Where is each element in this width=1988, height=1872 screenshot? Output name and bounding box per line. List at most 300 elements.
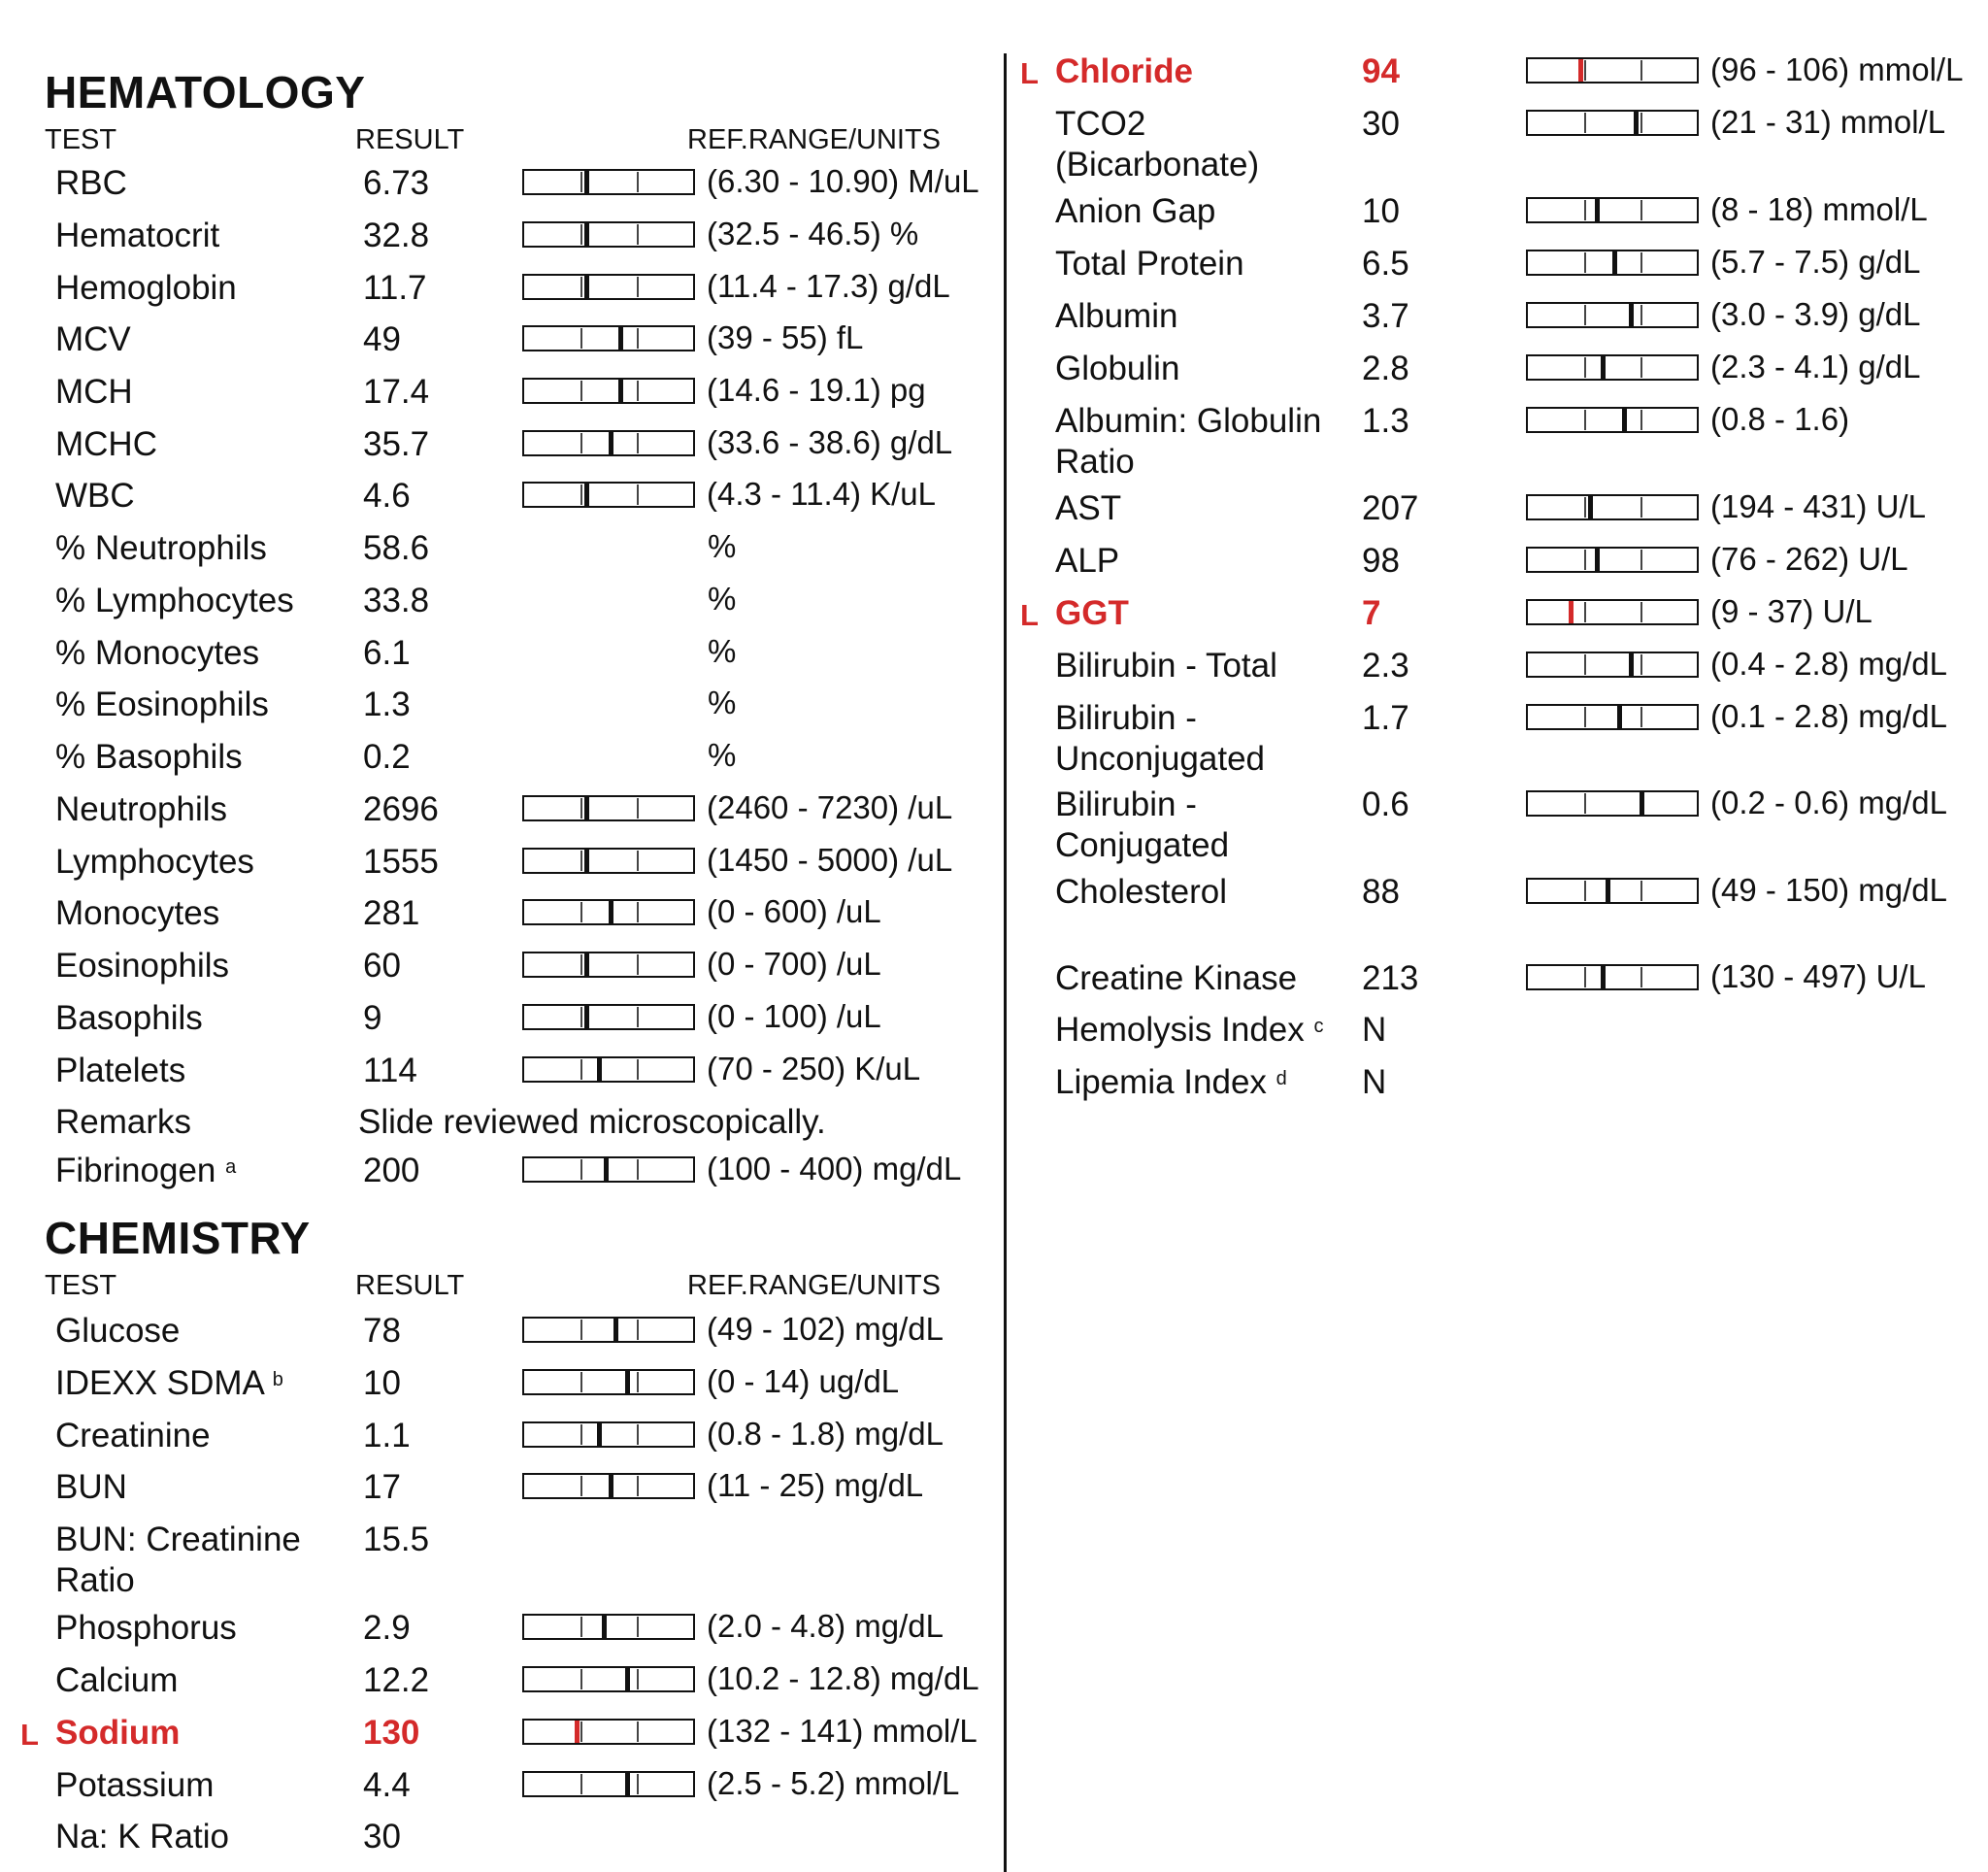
test-name-text: Glucose	[55, 1312, 181, 1350]
test-result: 30	[363, 1818, 401, 1855]
range-tick	[1640, 707, 1642, 727]
range-tick	[1584, 200, 1586, 220]
reference-range: (5.7 - 7.5) g/dL	[1710, 244, 1921, 280]
low-flag: L	[1020, 56, 1039, 90]
test-name	[55, 789, 227, 830]
range-tick	[580, 851, 582, 871]
test-name-line2: Unconjugated	[1055, 740, 1265, 778]
test-result: 2.9	[363, 1609, 411, 1647]
chemistry-header-ref: REF.RANGE/UNITS	[687, 1270, 942, 1301]
result-marker	[597, 1058, 602, 1081]
range-indicator-bar	[522, 899, 695, 925]
test-result: N	[1362, 1011, 1387, 1049]
range-indicator-bar	[1526, 704, 1699, 730]
test-name-text: Anion Gap	[1055, 192, 1216, 230]
range-tick	[580, 277, 582, 297]
test-result: 0.2	[363, 738, 411, 776]
reference-range: (0 - 100) /uL	[707, 998, 881, 1034]
reference-range: (0 - 700) /uL	[707, 946, 881, 982]
test-result: 12.2	[363, 1661, 430, 1699]
result-row-chloride	[1020, 51, 1982, 104]
test-name-text: Lipemia Index	[1055, 1063, 1267, 1101]
test-name	[55, 1151, 236, 1191]
test-result: 88	[1362, 873, 1400, 911]
result-marker	[584, 484, 589, 506]
result-marker	[1612, 251, 1617, 274]
test-name	[1055, 244, 1244, 284]
reference-range: (0.4 - 2.8) mg/dL	[1710, 646, 1947, 682]
test-result: 200	[363, 1152, 420, 1189]
test-result: 6.73	[363, 164, 430, 202]
test-result: 6.5	[1362, 245, 1409, 283]
result-row-remarks	[55, 1102, 978, 1154]
range-tick	[1640, 550, 1642, 570]
test-name	[1055, 698, 1265, 780]
test-name-text: RBC	[55, 164, 127, 202]
result-row-lipemia-index	[1055, 1062, 1982, 1115]
result-marker	[1569, 601, 1574, 623]
range-tick	[580, 381, 582, 401]
test-name-line2: Conjugated	[1055, 826, 1230, 864]
test-name-text: Calcium	[55, 1661, 179, 1699]
test-name	[55, 1660, 178, 1701]
test-name	[1055, 958, 1297, 999]
test-result: 94	[1362, 52, 1400, 90]
reference-range: (39 - 55) fL	[707, 319, 864, 355]
range-indicator-bar	[522, 1156, 695, 1183]
range-tick	[580, 172, 582, 192]
result-marker	[618, 380, 623, 402]
result-marker	[609, 432, 613, 454]
chemistry-header-result: RESULT	[355, 1270, 465, 1301]
range-indicator-bar	[1526, 197, 1699, 223]
range-tick	[1584, 602, 1586, 622]
range-tick	[637, 1722, 639, 1742]
chemistry-header-test: TEST	[45, 1270, 117, 1301]
result-row-mchc	[55, 424, 978, 477]
test-name-text: Creatine Kinase	[1055, 959, 1298, 997]
range-indicator-bar	[1526, 57, 1699, 84]
result-marker	[609, 901, 613, 923]
range-tick	[580, 1774, 582, 1794]
range-tick	[1584, 707, 1586, 727]
footnote-marker: d	[1276, 1068, 1287, 1089]
test-name-text: MCV	[55, 320, 131, 358]
result-row-neutrophils	[55, 789, 978, 842]
test-name	[1055, 104, 1259, 185]
result-row-mcv	[55, 319, 978, 372]
test-result: 78	[363, 1312, 401, 1350]
reference-range: (100 - 400) mg/dL	[707, 1151, 962, 1187]
result-marker	[1588, 496, 1593, 518]
test-result: 213	[1362, 959, 1419, 997]
reference-range: (194 - 431) U/L	[1710, 488, 1926, 524]
range-indicator-bar	[522, 325, 695, 351]
reference-range: (6.30 - 10.90) M/uL	[707, 163, 979, 199]
range-tick	[1584, 793, 1586, 814]
result-marker	[584, 171, 589, 193]
hematology-header-test: TEST	[45, 124, 117, 155]
test-name-text: % Lymphocytes	[55, 582, 294, 619]
range-tick	[1584, 881, 1586, 901]
range-tick	[1640, 602, 1642, 622]
test-name	[55, 1765, 214, 1806]
result-marker	[1617, 706, 1622, 728]
test-result: 207	[1362, 489, 1419, 527]
result-row-eosinophils	[55, 685, 978, 737]
result-row-bun	[55, 1467, 978, 1520]
test-name-text: Total Protein	[1055, 245, 1244, 283]
test-result: 0.6	[1362, 786, 1409, 823]
result-row-platelets	[55, 1051, 978, 1103]
test-name-text: Eosinophils	[55, 947, 229, 985]
test-name	[1055, 1062, 1287, 1103]
result-marker	[1595, 549, 1600, 571]
test-name	[55, 842, 254, 883]
range-tick	[580, 485, 582, 505]
test-result: 98	[1362, 542, 1400, 580]
test-name-text: MCHC	[55, 425, 157, 463]
result-marker	[584, 1006, 589, 1028]
footnote-marker: a	[225, 1156, 237, 1178]
test-name-text: IDEXX SDMA	[55, 1364, 263, 1402]
test-name-text: Hemoglobin	[55, 269, 237, 307]
low-flag: L	[20, 1718, 39, 1752]
result-row-rbc	[55, 163, 978, 216]
test-name-text: MCH	[55, 373, 133, 411]
test-result: 3.7	[1362, 297, 1409, 335]
reference-range: (21 - 31) mmol/L	[1710, 104, 1946, 140]
range-indicator-bar	[1526, 652, 1699, 678]
test-result: 11.7	[363, 269, 427, 307]
range-indicator-bar	[522, 1666, 695, 1692]
test-name	[55, 1520, 301, 1601]
test-result: 281	[363, 894, 420, 932]
reference-range: (1450 - 5000) /uL	[707, 842, 953, 878]
range-tick	[637, 798, 639, 819]
range-indicator-bar	[522, 1771, 695, 1797]
range-tick	[580, 1476, 582, 1496]
test-name-text: Bilirubin -	[1055, 699, 1197, 737]
range-indicator-bar	[1526, 790, 1699, 817]
result-row-glucose	[55, 1311, 978, 1363]
test-name	[55, 1102, 191, 1143]
test-name-line2: (Bicarbonate)	[1055, 146, 1260, 184]
result-row-tco2-bicarbonate	[1055, 104, 1982, 184]
range-tick	[1640, 357, 1642, 378]
range-tick	[637, 1476, 639, 1496]
test-name-text: Neutrophils	[55, 790, 228, 828]
test-result: 49	[363, 320, 401, 358]
footnote-marker: c	[1313, 1016, 1324, 1037]
test-result: 17.4	[363, 373, 430, 411]
result-marker	[625, 1773, 630, 1795]
reference-range: (14.6 - 19.1) pg	[707, 372, 926, 408]
range-indicator-bar	[522, 1056, 695, 1083]
range-indicator-bar	[522, 221, 695, 248]
result-row-bilirubin-conjugated	[1055, 785, 1982, 864]
reference-range: (32.5 - 46.5) %	[707, 216, 919, 251]
low-flag: L	[1020, 598, 1039, 632]
test-name	[1055, 401, 1321, 483]
test-result: 1.1	[363, 1417, 411, 1454]
range-tick	[580, 1159, 582, 1180]
range-tick	[1640, 60, 1642, 81]
reference-range: (4.3 - 11.4) K/uL	[707, 476, 937, 512]
reference-range: (2.5 - 5.2) mmol/L	[707, 1765, 960, 1801]
test-name	[1055, 191, 1215, 232]
range-indicator-bar	[522, 795, 695, 821]
test-name-text: Potassium	[55, 1766, 215, 1804]
reference-range: (0.8 - 1.6)	[1710, 401, 1850, 437]
range-tick	[637, 224, 639, 245]
test-name	[1055, 872, 1227, 913]
range-tick	[580, 328, 582, 349]
result-row-hematocrit	[55, 216, 978, 268]
test-result: 15.5	[363, 1521, 430, 1558]
test-name-text: Na: K Ratio	[55, 1818, 229, 1855]
result-row-monocytes	[55, 893, 978, 946]
range-tick	[637, 328, 639, 349]
range-indicator-bar	[1526, 878, 1699, 904]
range-tick	[637, 485, 639, 505]
test-name-text: BUN: Creatinine	[55, 1521, 301, 1558]
result-row-hemoglobin	[55, 268, 978, 320]
range-tick	[637, 1372, 639, 1392]
test-result: 1555	[363, 843, 439, 881]
result-row-idexx-sdma	[55, 1363, 978, 1416]
test-name	[1055, 646, 1277, 686]
test-result: 30	[1362, 105, 1400, 143]
range-tick	[1640, 967, 1642, 987]
result-marker	[1601, 356, 1606, 379]
result-row-ast	[1055, 488, 1982, 541]
test-name-text: % Monocytes	[55, 634, 260, 672]
test-name-text: Globulin	[1055, 350, 1180, 387]
result-marker	[613, 1319, 618, 1341]
test-name	[1055, 541, 1119, 582]
test-result: N	[1362, 1063, 1387, 1101]
test-name	[55, 685, 269, 725]
result-row-bilirubin-unconjugated	[1055, 698, 1982, 778]
result-marker	[604, 1158, 609, 1181]
range-tick	[1640, 113, 1642, 133]
reference-range: (49 - 102) mg/dL	[707, 1311, 944, 1347]
range-indicator-bar	[1526, 599, 1699, 625]
test-name-text: Monocytes	[55, 894, 220, 932]
test-name-text: WBC	[55, 477, 135, 515]
result-marker	[575, 1721, 580, 1743]
range-tick	[637, 902, 639, 922]
range-indicator-bar	[1526, 302, 1699, 328]
reference-range: (11.4 - 17.3) g/dL	[707, 268, 950, 304]
test-name-text: Albumin	[1055, 297, 1178, 335]
test-name	[1055, 349, 1179, 389]
test-name	[55, 1467, 127, 1508]
test-result: 7	[1362, 594, 1381, 632]
test-name	[55, 424, 157, 465]
result-row-bun-creatinine-ratio	[55, 1520, 978, 1599]
test-result: 10	[363, 1364, 401, 1402]
result-marker	[1622, 409, 1627, 431]
test-name	[55, 476, 135, 517]
range-indicator-bar	[522, 1473, 695, 1499]
range-tick	[637, 1320, 639, 1340]
result-marker	[625, 1371, 630, 1393]
range-tick	[580, 902, 582, 922]
range-indicator-bar	[1526, 407, 1699, 433]
result-row-alp	[1055, 541, 1982, 593]
range-indicator-bar	[522, 952, 695, 978]
footnote-marker: b	[272, 1369, 283, 1390]
test-name	[55, 893, 219, 934]
test-name	[1055, 785, 1229, 866]
range-indicator-bar	[1526, 250, 1699, 276]
result-row-calcium	[55, 1660, 978, 1713]
test-result: 32.8	[363, 217, 430, 254]
reference-range: (49 - 150) mg/dL	[1710, 872, 1947, 908]
result-marker	[584, 276, 589, 298]
range-tick	[1584, 410, 1586, 430]
test-result: Slide reviewed microscopically.	[358, 1103, 826, 1141]
test-name-text: Hematocrit	[55, 217, 220, 254]
test-name	[55, 1608, 237, 1649]
result-marker	[618, 327, 623, 350]
range-tick	[1640, 410, 1642, 430]
test-result: 1.7	[1362, 699, 1409, 737]
test-name-text: % Eosinophils	[55, 685, 269, 723]
range-tick	[580, 798, 582, 819]
reference-range: %	[708, 528, 737, 564]
result-row-potassium	[55, 1765, 978, 1818]
range-indicator-bar	[1526, 110, 1699, 136]
range-indicator-bar	[522, 1421, 695, 1448]
result-row-albumin	[1055, 296, 1982, 349]
test-name-text: Basophils	[55, 999, 203, 1037]
hematology-header-ref: REF.RANGE/UNITS	[687, 124, 942, 155]
range-tick	[580, 1320, 582, 1340]
test-name	[1055, 488, 1121, 529]
test-name	[55, 319, 131, 360]
result-row-sodium	[20, 1713, 978, 1765]
range-indicator-bar	[1526, 494, 1699, 520]
reference-range: (2.0 - 4.8) mg/dL	[707, 1608, 944, 1644]
test-name-text: Bilirubin -	[1055, 786, 1197, 823]
test-name	[55, 528, 267, 569]
test-name	[55, 1713, 180, 1754]
range-tick	[580, 1372, 582, 1392]
range-tick	[637, 954, 639, 975]
reference-range: %	[708, 685, 737, 720]
result-marker	[1595, 199, 1600, 221]
result-row-anion-gap	[1055, 191, 1982, 244]
result-row-fibrinogen	[55, 1151, 978, 1203]
test-name	[1055, 593, 1129, 634]
test-result: 33.8	[363, 582, 430, 619]
range-tick	[637, 277, 639, 297]
test-name	[55, 1416, 211, 1456]
reference-range: (130 - 497) U/L	[1710, 958, 1926, 994]
range-tick	[1584, 654, 1586, 675]
reference-range: (76 - 262) U/L	[1710, 541, 1908, 577]
test-name-text: AST	[1055, 489, 1122, 527]
result-row-lymphocytes	[55, 581, 978, 633]
reference-range: (0.1 - 2.8) mg/dL	[1710, 698, 1947, 734]
result-marker	[584, 850, 589, 872]
range-tick	[1640, 200, 1642, 220]
test-result: 1.3	[1362, 402, 1409, 440]
result-marker	[609, 1475, 613, 1497]
range-indicator-bar	[1526, 354, 1699, 381]
test-name	[55, 946, 229, 986]
range-tick	[637, 1159, 639, 1180]
range-tick	[1640, 305, 1642, 325]
range-tick	[1584, 252, 1586, 273]
result-marker	[584, 797, 589, 819]
reference-range: (8 - 18) mmol/L	[1710, 191, 1928, 227]
test-name-text: Remarks	[55, 1103, 192, 1141]
test-result: 4.6	[363, 477, 411, 515]
reference-range: (0.2 - 0.6) mg/dL	[1710, 785, 1947, 820]
result-marker	[1629, 653, 1634, 676]
reference-range: %	[708, 581, 737, 617]
range-tick	[580, 224, 582, 245]
test-name-line2: Ratio	[55, 1561, 135, 1599]
test-name	[55, 737, 243, 778]
result-marker	[1578, 59, 1583, 82]
range-indicator-bar	[522, 430, 695, 456]
reference-range: (132 - 141) mmol/L	[707, 1713, 977, 1749]
range-tick	[580, 1059, 582, 1080]
test-name-text: BUN	[55, 1468, 127, 1506]
range-tick	[1584, 60, 1586, 81]
test-name	[1055, 296, 1177, 337]
test-result: 9	[363, 999, 382, 1037]
range-tick	[1584, 305, 1586, 325]
test-name-text: Sodium	[55, 1714, 181, 1752]
range-tick	[580, 433, 582, 453]
chemistry-title: CHEMISTRY	[45, 1213, 311, 1263]
test-name-text: Platelets	[55, 1052, 186, 1089]
range-tick	[580, 1617, 582, 1637]
hematology-header-result: RESULT	[355, 124, 465, 155]
test-result: 17	[363, 1468, 401, 1506]
result-marker	[1629, 304, 1634, 326]
test-name-text: ALP	[1055, 542, 1120, 580]
range-tick	[1640, 252, 1642, 273]
result-row-creatine-kinase	[1055, 958, 1982, 1011]
range-indicator-bar	[522, 1369, 695, 1395]
test-name-text: TCO2	[1055, 105, 1146, 143]
range-tick	[1584, 113, 1586, 133]
test-name	[55, 1363, 283, 1404]
test-name-text: % Basophils	[55, 738, 243, 776]
range-indicator-bar	[522, 1004, 695, 1030]
test-result: 58.6	[363, 529, 430, 567]
range-tick	[637, 1424, 639, 1445]
range-tick	[1584, 550, 1586, 570]
range-indicator-bar	[522, 848, 695, 874]
test-name-text: Phosphorus	[55, 1609, 237, 1647]
reference-range: (3.0 - 3.9) g/dL	[1710, 296, 1921, 332]
test-result: 2.3	[1362, 647, 1409, 685]
range-tick	[637, 172, 639, 192]
result-row-monocytes	[55, 633, 978, 685]
column-divider	[1004, 53, 1007, 1872]
result-marker	[1606, 880, 1610, 902]
test-result: 10	[1362, 192, 1400, 230]
result-row-total-protein	[1055, 244, 1982, 296]
